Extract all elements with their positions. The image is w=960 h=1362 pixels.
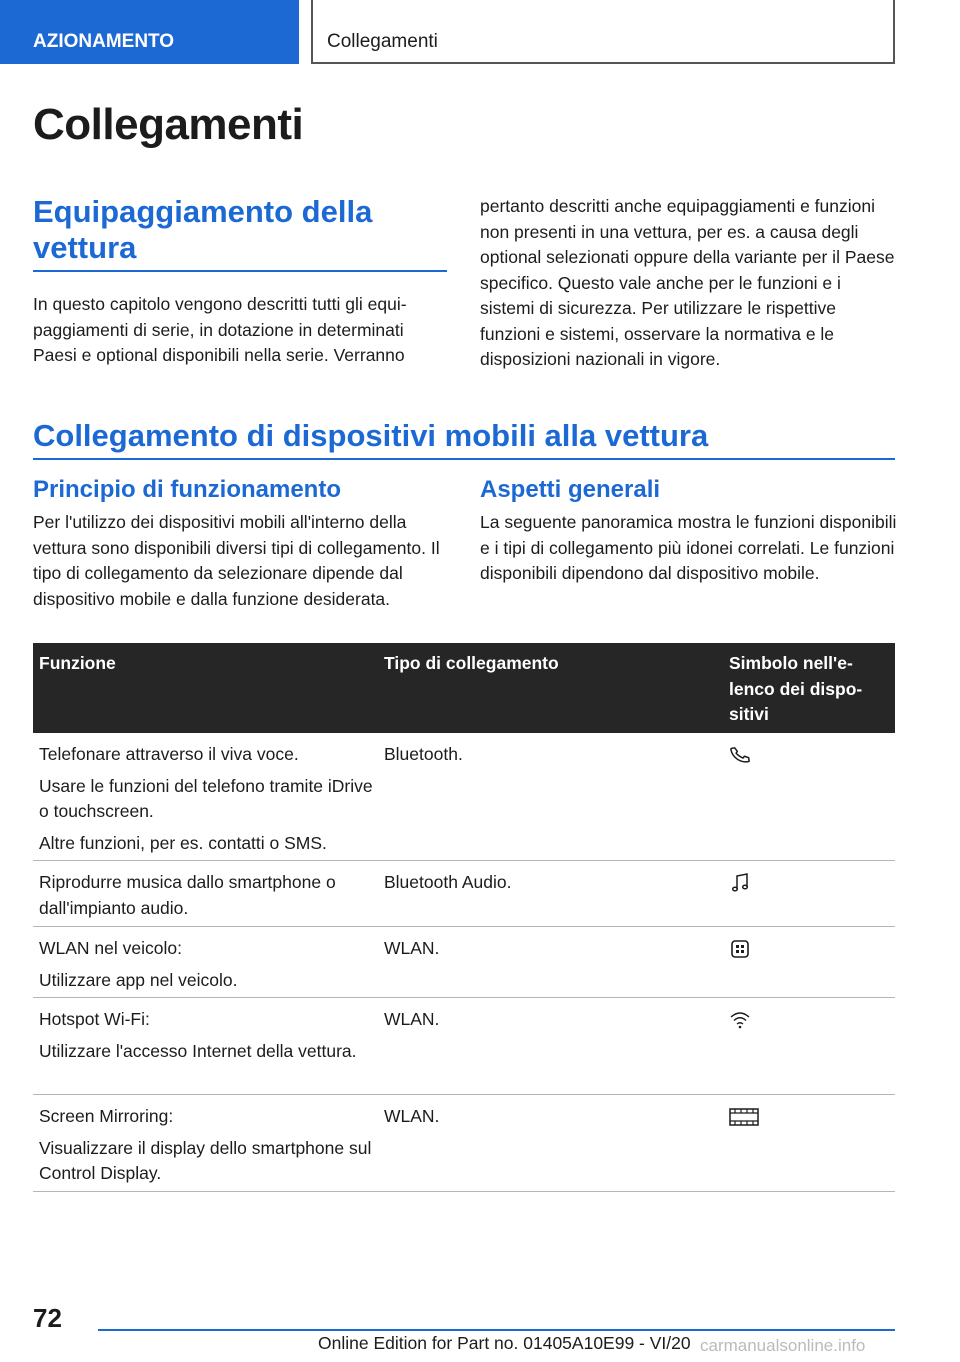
table-cell-symbol — [723, 1104, 895, 1191]
wifi-icon — [729, 1009, 751, 1031]
header-section-tab[interactable]: AZIONAMENTO — [0, 0, 299, 64]
footer-edition: Online Edition for Part no. 01405A10E99 - VI/20 — [318, 1333, 691, 1353]
footer-watermark: carmanualsonline.info — [700, 1336, 866, 1355]
function-line: Hotspot Wi-Fi: — [39, 1009, 150, 1029]
section-heading-equipment: Equipaggiamento della vettura — [33, 194, 373, 265]
music-note-icon — [729, 872, 751, 894]
table-cell-connection-type: Bluetooth. — [384, 744, 463, 764]
section-heading-mobile-devices: Collegamento di dispositivi mobili alla vettura — [33, 418, 709, 453]
table-header-connection-type: Tipo di collegamento — [384, 653, 559, 673]
paragraph-equipment-left: In questo capitolo vengono descritti tutti gli equipaggiamenti di serie, in dotazione in determinati Paesi e optional disponibili nella serie. Verranno — [33, 294, 407, 365]
paragraph-principle: Per l'utilizzo dei dispositivi mobili all'interno della vettura sono disponibili diversi tipi di collegamento. Il tipo di collegamento da selezionare dipende dal dispositivo mobile e dalla funzione desiderata. — [33, 512, 440, 609]
paragraph-general: La seguente panoramica mostra le funzioni disponibili e i tipi di collegamento più idonei correlati. Le funzioni disponibili dipendono dal dispositivo mobile. — [480, 512, 897, 583]
table-cell-connection-type: WLAN. — [384, 1009, 440, 1029]
function-line: Altre funzioni, per es. contatti o SMS. — [39, 832, 327, 853]
page-number: 72 — [33, 1303, 62, 1333]
table-cell-function — [33, 1104, 378, 1191]
table-row — [33, 998, 895, 1095]
function-line: Utilizzare app nel veicolo. — [39, 969, 238, 990]
function-line: Utilizzare l'accesso Internet della vettura. — [39, 1040, 357, 1061]
table-cell-function — [33, 1007, 378, 1094]
table-cell-function — [33, 870, 378, 926]
page-title: Collegamenti — [33, 100, 304, 149]
function-line: Visualizzare il display dello smartphone sul Control Display. — [39, 1137, 372, 1183]
section-rule — [33, 270, 447, 272]
table-cell-symbol — [723, 742, 895, 860]
connections-table — [33, 643, 895, 1192]
table-cell-symbol — [723, 1007, 895, 1094]
function-line: Riprodurre musica dallo smartphone o dall'impianto audio. — [39, 872, 336, 918]
section-rule — [33, 458, 895, 460]
apps-icon — [729, 938, 751, 960]
function-line: Telefonare attraverso il viva voce. — [39, 744, 299, 764]
function-line: Usare le funzioni del telefono tramite iDrive o touchscreen. — [39, 775, 373, 821]
header-chapter-title: Collegamenti — [311, 0, 895, 64]
table-cell-function — [33, 742, 378, 860]
subheading-general: Aspetti generali — [480, 476, 661, 503]
table-row — [33, 1095, 895, 1192]
table-row — [33, 927, 895, 998]
table-row — [33, 733, 895, 861]
table-header-row — [33, 643, 895, 733]
paragraph-equipment-right: pertanto descritti anche equipaggiamenti e funzioni non presenti in una vettura, per es. a causa degli optional selezionati oppure della variante per il Paese specifico. Questo vale anche per le funzioni e i sistemi di sicurezza. Per utilizzare le rispettive funzioni e sistemi, osservare la normativa e le disposizioni nazionali in vigore. — [480, 196, 895, 369]
table-header-function: Funzione — [39, 653, 116, 673]
table-cell-connection-type: WLAN. — [384, 938, 440, 958]
table-cell-symbol — [723, 870, 895, 926]
table-cell-function — [33, 936, 378, 997]
table-cell-connection-type: WLAN. — [384, 1106, 440, 1126]
screen-mirroring-icon — [729, 1106, 759, 1128]
function-line: Screen Mirroring: — [39, 1106, 174, 1126]
footer-rule — [98, 1329, 895, 1331]
table-cell-connection-type: Bluetooth Audio. — [384, 872, 512, 892]
phone-icon — [729, 744, 751, 766]
subheading-principle: Principio di funzionamento — [33, 476, 341, 503]
table-row — [33, 861, 895, 927]
table-header-symbol: Simbolo nell'elenco dei dispositivi — [729, 653, 863, 724]
function-line: WLAN nel veicolo: — [39, 938, 182, 958]
table-cell-symbol — [723, 936, 895, 997]
